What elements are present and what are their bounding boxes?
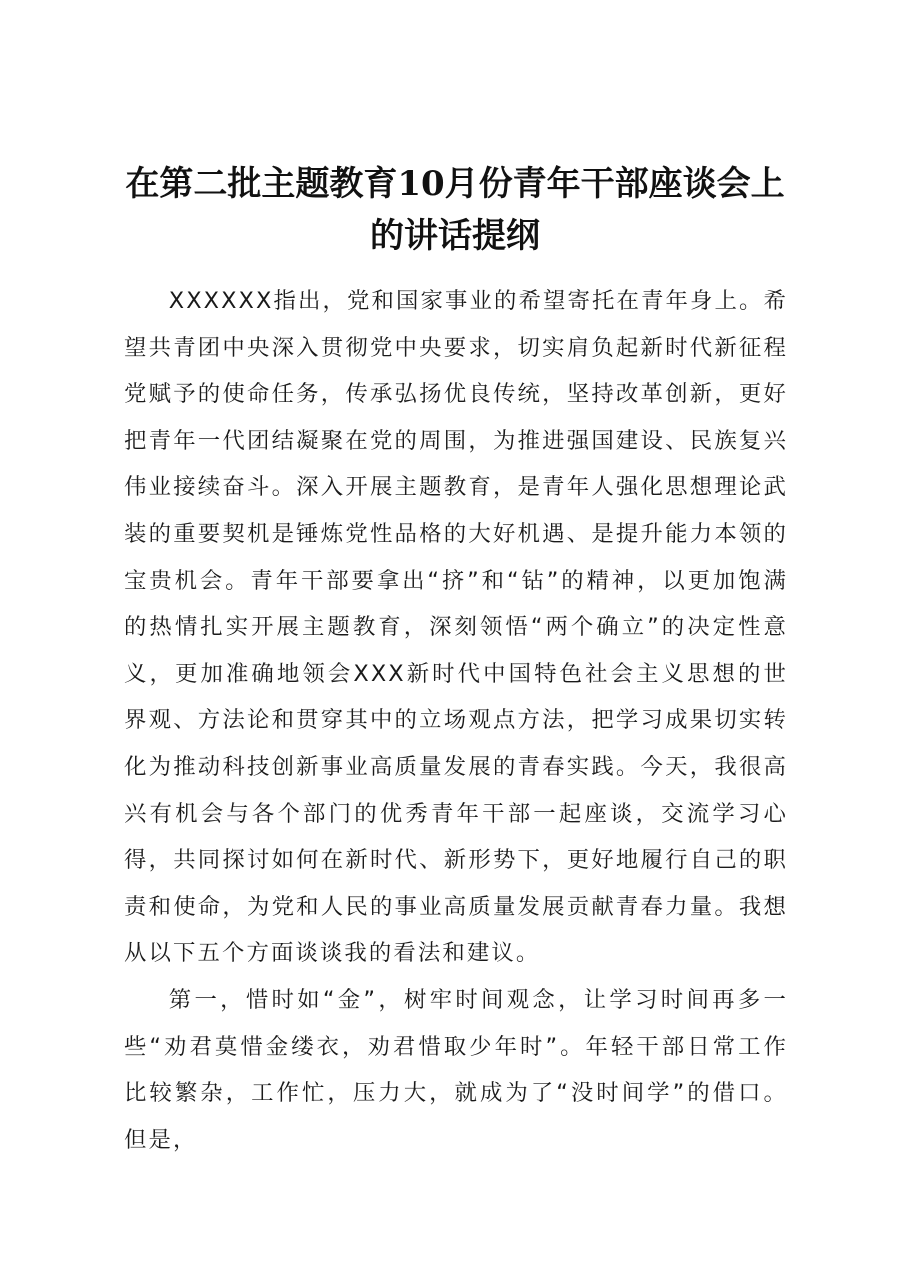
paragraph-first-point: 第一，惜时如“金”，树牢时间观念，让学习时间再多一些“劝君莫惜金缕衣，劝君惜取少年时”。年轻干部日常工作比较繁杂，工作忙，压力大，就成为了“没时间学”的借口。但是， [124,986,788,1153]
document-body [124,278,788,1163]
document-title: 在第二批主题教育10月份青年干部座谈会上的讲话提纲 [125,164,785,256]
paragraph-intro: XXXXXX指出，党和国家事业的希望寄托在青年身上。希望共青团中央深入贯彻党中央要求，切实肩负起新时代新征程党赋予的使命任务，传承弘扬优良传统，坚持改革创新，更好把青年一代团结凝聚在党的周围，为推进强国建设、民族复兴伟业接续奋斗。深入开展主题教育，是青年人强化思想理论武装的重要契机是锤炼党性品格的大好机遇、是提升能力本领的宝贵机会。青年干部要拿出“挤”和“钻”的精神，以更加饱满的热情扎实开展主题教育，深刻领悟“两个确立”的决定性意义，更加准确地领会XXX新时代中国特色社会主义思想的世界观、方法论和贯穿其中的立场观点方法，把学习成果切实转化为推动科技创新事业高质量发展的青春实践。今天，我很高兴有机会与各个部门的优秀青年干部一起座谈，交流学习心得，共同探讨如何在新时代、新形势下，更好地履行自己的职责和使命，为党和人民的事业高质量发展贡献青春力量。我想从以下五个方面谈谈我的看法和建议。 [124,288,788,967]
